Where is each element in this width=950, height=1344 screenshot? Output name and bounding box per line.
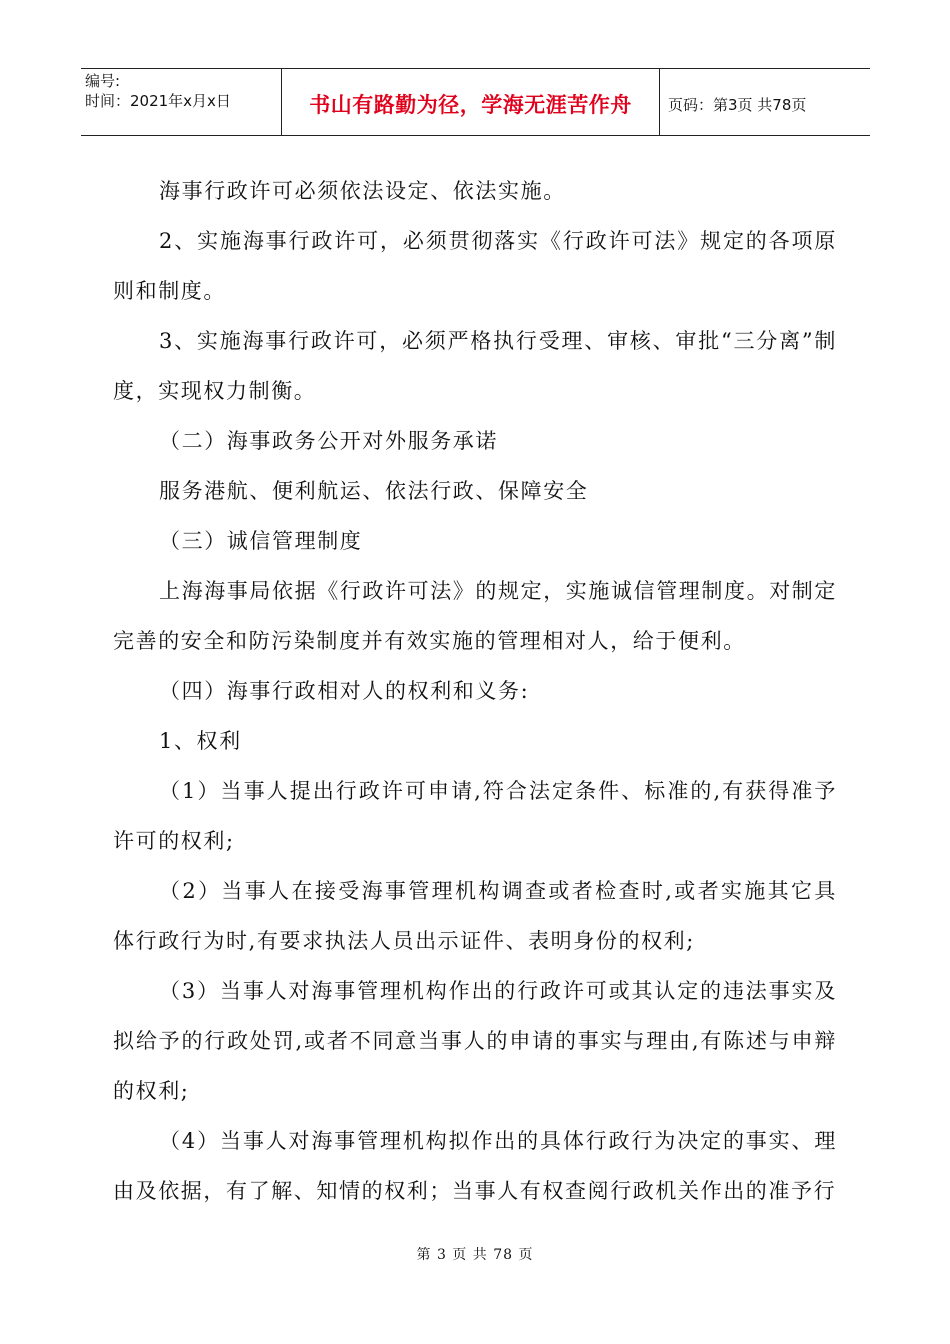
paragraph: 3、实施海事行政许可，必须严格执行受理、审核、审批“三分离”制度，实现权力制衡。 [113, 329, 837, 403]
header-page-info: 页码：第3页 共78页 [668, 95, 807, 114]
page-footer: 第 3 页 共 78 页 [416, 1247, 534, 1263]
document-body [113, 166, 837, 1216]
document-date: 时间：2021年x月x日 [85, 92, 231, 110]
header-meta-cell [81, 69, 282, 135]
paragraph: 2、实施海事行政许可，必须贯彻落实《行政许可法》规定的各项原则和制度。 [113, 229, 837, 303]
document-header [81, 68, 870, 136]
section-heading: （三）诚信管理制度 [159, 529, 363, 553]
list-item: （2）当事人在接受海事管理机构调查或者检查时,或者实施其它具体行政行为时,有要求执法人员出示证件、表明身份的权利; [113, 879, 837, 953]
header-motto: 书山有路勤为径，学海无涯苦作舟 [282, 69, 660, 135]
list-item: （4）当事人对海事管理机构拟作出的具体行政行为决定的事实、理由及依据，有了解、知情的权利；当事人有权查阅行政机关作出的准予行 [113, 1129, 837, 1203]
document-number-label: 编号: [85, 72, 121, 90]
list-item: （1）当事人提出行政许可申请,符合法定条件、标准的,有获得准予许可的权利; [113, 779, 837, 853]
list-item: （3）当事人对海事管理机构作出的行政许可或其认定的违法事实及拟给予的行政处罚,或者不同意当事人的申请的事实与理由,有陈述与申辩的权利; [113, 979, 837, 1103]
paragraph: 服务港航、便利航运、依法行政、保障安全 [159, 479, 589, 503]
paragraph: 上海海事局依据《行政许可法》的规定，实施诚信管理制度。对制定完善的安全和防污染制度并有效实施的管理相对人，给于便利。 [113, 579, 837, 653]
subsection-heading: 1、权利 [159, 729, 242, 753]
paragraph: 海事行政许可必须依法设定、依法实施。 [159, 179, 566, 203]
section-heading: （二）海事政务公开对外服务承诺 [159, 429, 498, 453]
section-heading: （四）海事行政相对人的权利和义务: [159, 679, 530, 703]
